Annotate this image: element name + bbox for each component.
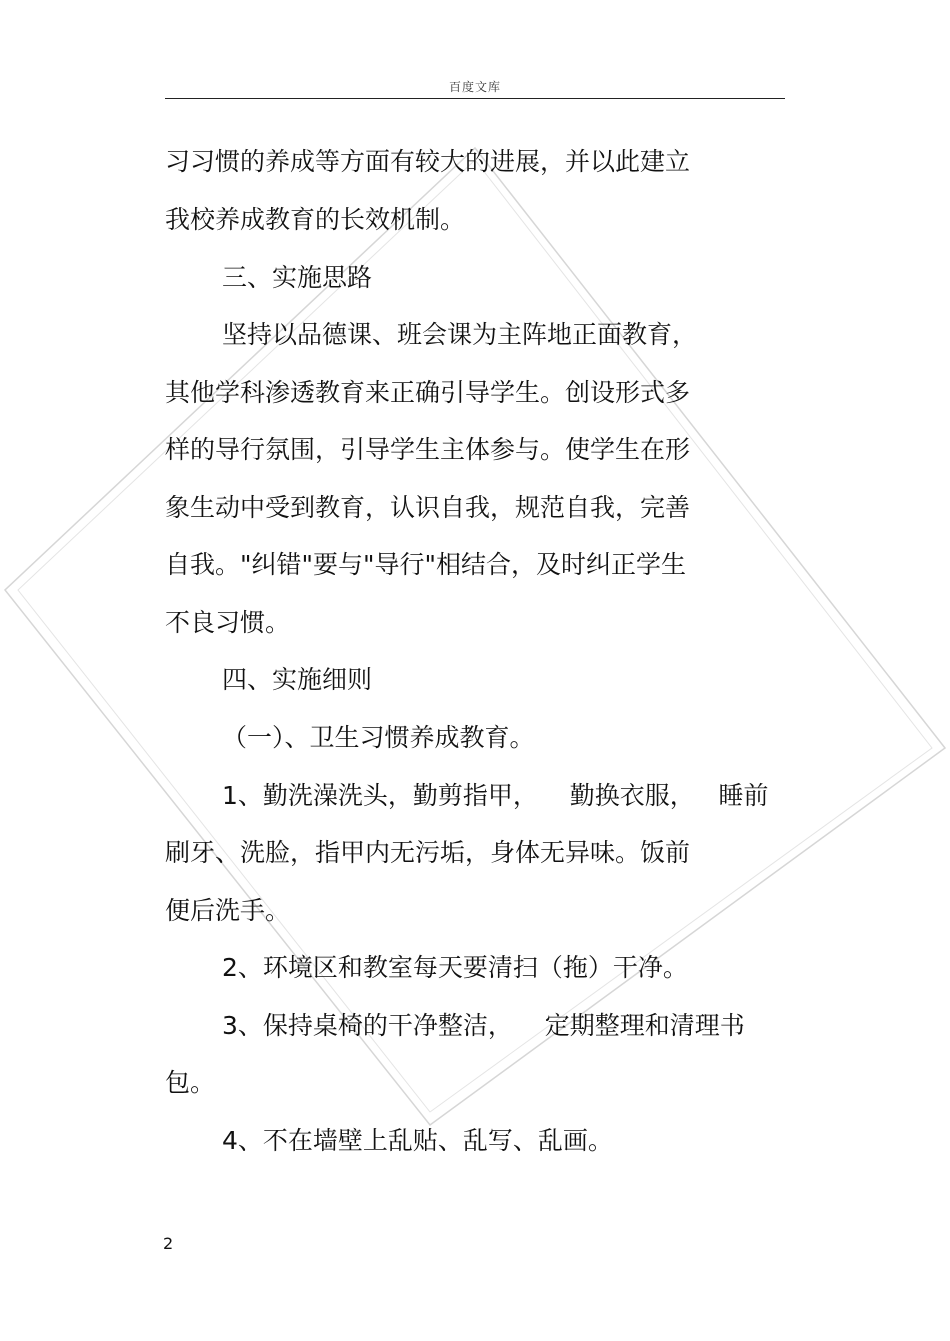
body-line: 样的导行氛围，引导学生主体参与。使学生在形 — [165, 435, 691, 464]
body-line: 包。 — [165, 1068, 216, 1097]
document-header-title: 百度文库 — [448, 80, 501, 94]
section-heading: 三、实施思路 — [222, 263, 373, 292]
body-line: 便后洗手。 — [165, 896, 291, 925]
header-divider — [165, 98, 785, 99]
body-line: 习习惯的养成等方面有较大的进展，并以此建立 — [165, 147, 691, 176]
body-line: 坚持以品德课、班会课为主阵地正面教育， — [222, 320, 698, 349]
body-line: 象生动中受到教育，认识自我，规范自我，完善 — [165, 493, 691, 522]
body-line: 不良习惯。 — [165, 608, 291, 637]
page-number: 2 — [163, 1234, 174, 1253]
list-item: 2、环境区和教室每天要清扫（拖）干净。 — [222, 953, 688, 982]
body-line: 自我。"纠错"要与"导行"相结合，及时纠正学生 — [165, 550, 686, 579]
body-line: 其他学科渗透教育来正确引导学生。创设形式多 — [165, 378, 691, 407]
subsection-heading: （一）、卫生习惯养成教育。 — [222, 723, 535, 752]
list-item: 1、勤洗澡洗头，勤剪指甲， 勤换衣服， 睡前 — [222, 781, 769, 810]
list-item: 4、不在墙壁上乱贴、乱写、乱画。 — [222, 1126, 613, 1155]
section-heading: 四、实施细则 — [222, 665, 373, 694]
body-line: 刷牙、洗脸，指甲内无污垢，身体无异味。饭前 — [165, 838, 691, 867]
body-line: 我校养成教育的长效机制。 — [165, 205, 466, 234]
list-item: 3、保持桌椅的干净整洁， 定期整理和清理书 — [222, 1011, 745, 1040]
